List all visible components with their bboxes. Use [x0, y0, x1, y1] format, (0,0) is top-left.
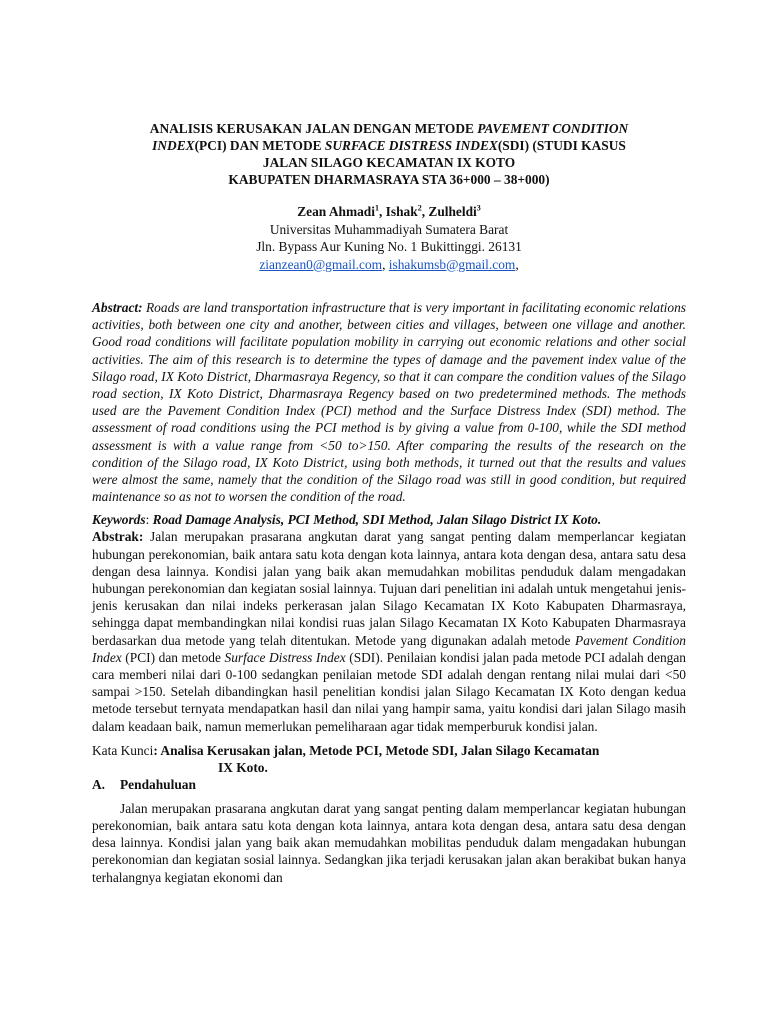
author-names [92, 203, 686, 221]
title-italic-term: SURFACE DISTRESS INDEX [324, 138, 498, 153]
keywords-label: Keywords [92, 512, 146, 528]
author-name: Zulheldi [428, 204, 477, 219]
affiliation: Universitas Muhammadiyah Sumatera Barat [269, 221, 509, 237]
abstrak-text: (SDI). Penilaian kondisi jalan pada metode PCI adalah dengan cara memberi nilai dari 0-100 sedangkan penilaian metode SDI adalah dengan rentang nilai mulai dari <50 sampai >150. Setelah dibandingkan hasil penelitian kondisi jalan Silago Kecamatan IX Koto dengan kedua metode tersebut ternyata mendapatkan hasil dan nilai yang hampir sama, yaitu kondisi dari jalan Silago masih dalam keadaan baik, namun memerlukan pemeliharaan agar tidak memperburuk kondisi jalan. [92, 649, 686, 734]
abstrak-text: Jalan merupakan prasarana angkutan darat yang sangat penting dalam memperlancar kegiatan hubungan perekonomian, baik antara satu kota dengan kota lainnya, antara kota dengan desa, antara satu desa dengan desa lainnya. Kondisi jalan yang baik akan memudahkan mobilitas penduduk dalam mengadakan hubungan perekonomian dan kegiatan sosial lainnya. Tujuan dari penelitian ini adalah untuk mengetahui jenis-jenis kerusakan dan nilai indeks perkerasan jalan Silago Kecamatan IX Koto Kabupaten Dharmasraya, sehingga dapat membandingkan nilai kondisi ruas jalan Silago Kecamatan IX Koto Kabupaten Dharmasraya berdasarkan dua metode yang telah ditentukan. Metode yang digunakan adalah metode [92, 529, 686, 648]
keywords-indonesian [92, 742, 686, 776]
abstract-indonesian [92, 528, 686, 734]
author-affiliation-mark: 2 [417, 203, 422, 213]
abstrak-italic-term: Pavement Condition Index [92, 632, 686, 665]
abstract-label: Abstract: [92, 300, 143, 315]
title-line-1 [92, 120, 686, 137]
title-text: ANALISIS KERUSAKAN JALAN DENGAN METODE [149, 121, 478, 136]
email-line [92, 256, 686, 274]
author-separator: , [421, 204, 429, 219]
keywords-english [92, 511, 686, 528]
introduction-paragraph: Jalan merupakan prasarana angkutan darat yang sangat penting dalam memperlancar kegiatan hubungan perekonomian, baik antara satu kota dengan kota lainnya, antara kota dengan desa, antara satu desa dengan desa lainnya. Kondisi jalan yang baik akan memudahkan mobilitas penduduk dalam mengadakan hubungan perekonomian dan kegiatan sosial lainnya. Sedangkan jika terjadi kerusakan jalan akan berakibat bukan hanya terhalangnya kegiatan ekonomi dan [92, 800, 686, 885]
keywords-colon: : [145, 512, 153, 528]
keywords-value: Road Damage Analysis, PCI Method, SDI Method, Jalan Silago District IX Koto. [152, 512, 602, 528]
paper-page [92, 120, 686, 886]
author-name: Zean Ahmadi [297, 204, 375, 219]
author-separator: , [378, 204, 386, 219]
email-separator: , [515, 256, 519, 272]
title-line-3: JALAN SILAGO KECAMATAN IX KOTO [262, 155, 516, 170]
paper-title [92, 120, 686, 188]
author-affiliation-mark: 1 [374, 203, 379, 213]
title-text: (PCI) DAN METODE [194, 138, 325, 153]
title-line-2 [92, 137, 686, 154]
abstrak-italic-term: Surface Distress Index [224, 649, 346, 665]
kata-kunci-label: Kata Kunci [92, 742, 154, 758]
author-name: Ishak [385, 204, 418, 219]
author-affiliation-mark: 3 [476, 203, 481, 213]
abstract-english [92, 299, 686, 505]
abstract-text: Roads are land transportation infrastructure that is very important in facilitating economic relations activities, both between one city and another, between cities and villages, between one village and another. Good road conditions will facilitate population mobility in carrying out economic relations and other social activities. The aim of this research is to determine the types of damage and the pavement index value of the Silago road, IX Koto District, Dharmasraya Regency, so that it can compare the condition values of the Silago road section, IX Koto District, Dharmasraya Regency based on two predetermined methods. The methods used are the Pavement Condition Index (PCI) method and the Surface Distress Index (SDI) method. The assessment of road conditions using the PCI method is by giving a value from 0-100, while the SDI method assessment is with a value range from <50 to>150. After comparing the results of the research on the condition of the Silago road, IX Koto District, using both methods, it turned out that the results and values were almost the same, namely that the condition of the Silago road was still in good condition, but required maintenance so as not to worsen the condition of the road. [92, 300, 686, 505]
section-number: A. [92, 776, 106, 792]
title-text: (SDI) (STUDI KASUS [497, 138, 626, 153]
email-separator: , [382, 256, 389, 272]
title-line-4: KABUPATEN DHARMASRAYA STA 36+000 – 38+000) [228, 172, 550, 187]
address: Jln. Bypass Aur Kuning No. 1 Bukittinggi. 26131 [256, 239, 522, 254]
section-heading-introduction [92, 776, 686, 793]
abstrak-text: (PCI) dan metode [121, 649, 225, 665]
kata-kunci-value-continued: IX Koto. [218, 759, 268, 775]
title-italic-term: PAVEMENT CONDITION [477, 121, 629, 136]
title-italic-term: INDEX [152, 138, 195, 153]
kata-kunci-value: : Analisa Kerusakan jalan, Metode PCI, Metode SDI, Jalan Silago Kecamatan [153, 742, 600, 758]
email-link[interactable]: ishakumsb@gmail.com [388, 256, 516, 272]
abstrak-label: Abstrak: [92, 529, 144, 545]
email-link[interactable]: zianzean0@gmail.com [259, 256, 383, 272]
section-title: Pendahuluan [120, 776, 196, 792]
author-block [92, 203, 686, 273]
